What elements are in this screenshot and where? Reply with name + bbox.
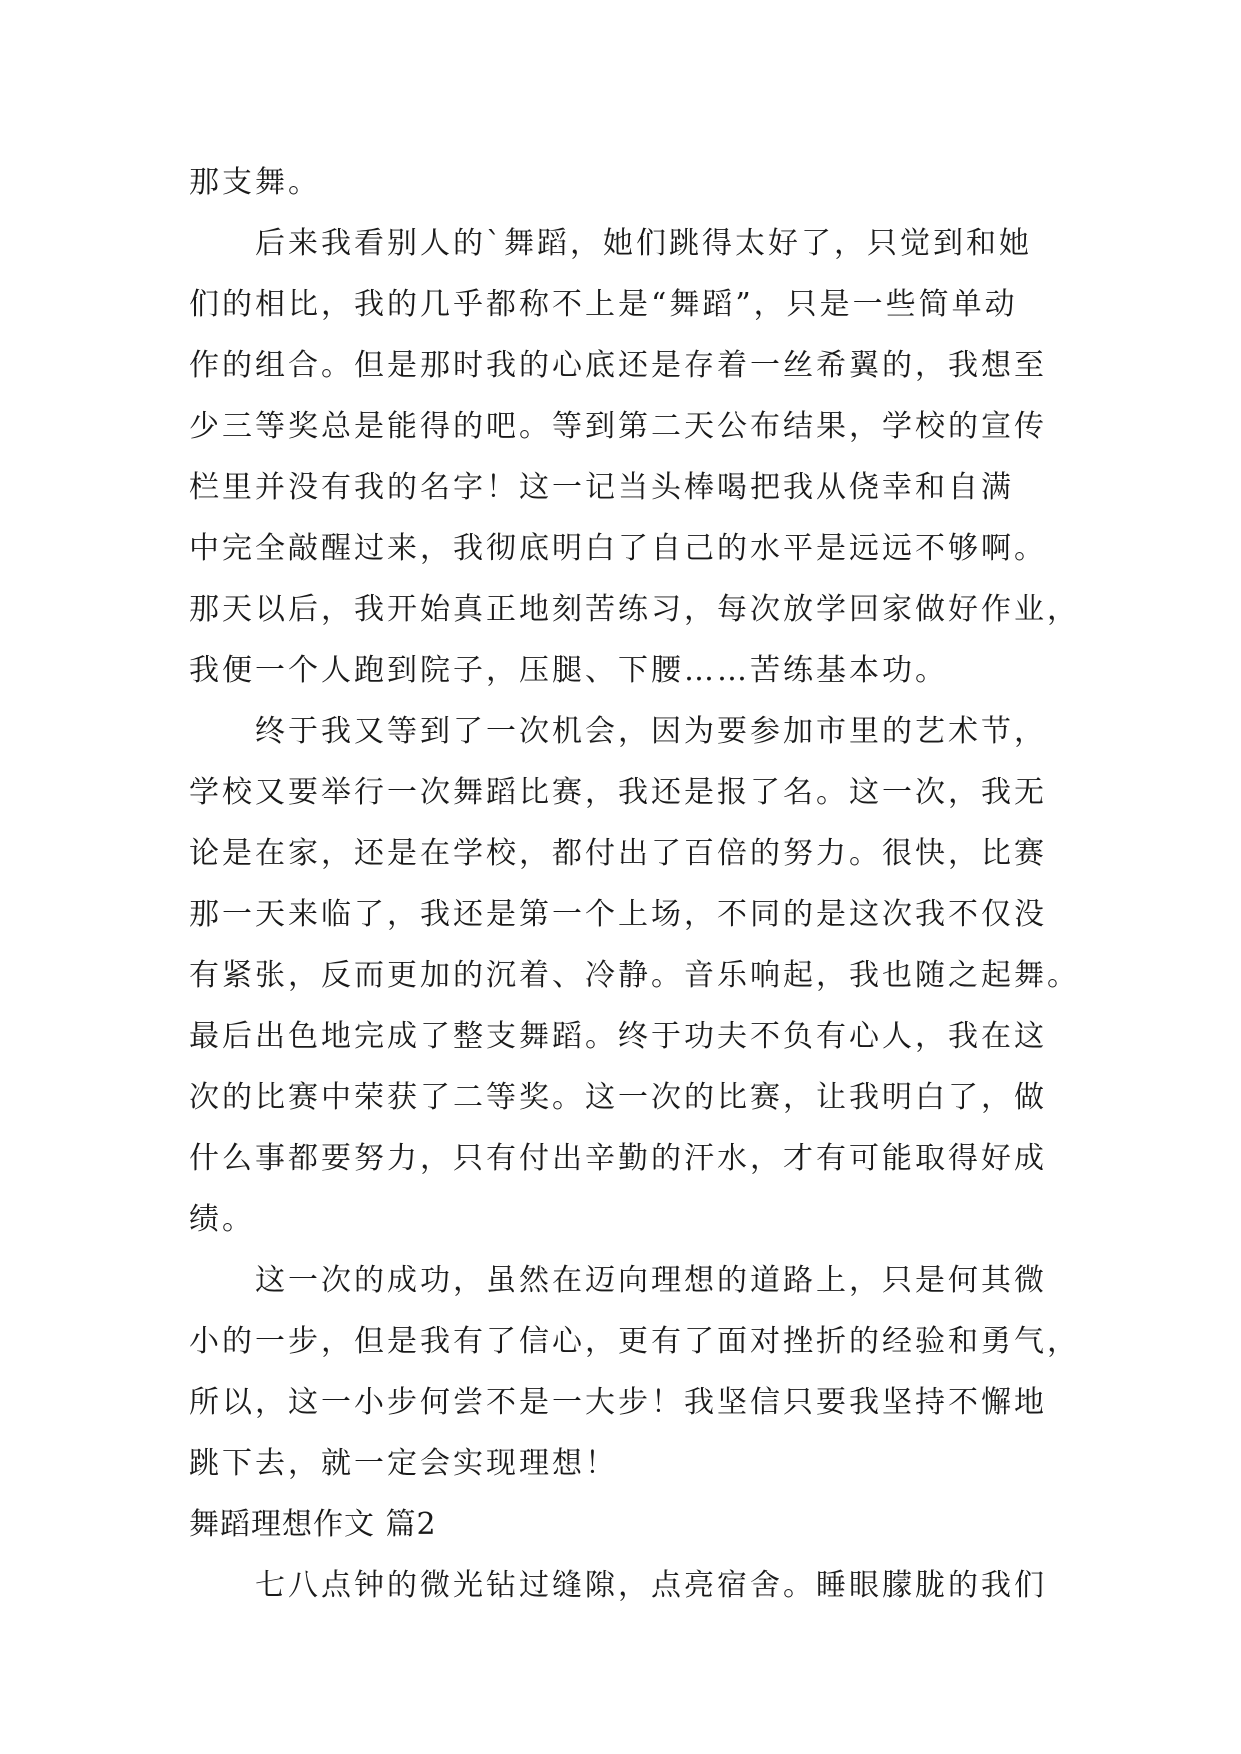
paragraph-start-line: 这一次的成功，虽然在迈向理想的道路上，只是何其微 [189, 1263, 1047, 1298]
paragraph-start-line: 七八点钟的微光钻过缝隙，点亮宿舍。睡眼朦胧的我们 [189, 1568, 1047, 1603]
text-line: 所以，这一小步何尝不是一大步！我坚信只要我坚持不懈地 [189, 1385, 1047, 1420]
text-line: 什么事都要努力，只有付出辛勤的汗水，才有可能取得好成 [189, 1141, 1047, 1176]
text-line: 学校又要举行一次舞蹈比赛，我还是报了名。这一次，我无 [189, 775, 1047, 810]
text-line: 论是在家，还是在学校，都付出了百倍的努力。很快，比赛 [189, 836, 1047, 871]
text-line: 中完全敲醒过来，我彻底明白了自己的水平是远远不够啊。 [189, 531, 1047, 566]
text-line: 少三等奖总是能得的吧。等到第二天公布结果，学校的宣传 [189, 409, 1047, 444]
text-line: 栏里并没有我的名字！这一记当头棒喝把我从侥幸和自满 [189, 470, 1014, 505]
text-line: 跳下去，就一定会实现理想！ [189, 1446, 618, 1481]
text-line: 那支舞。 [189, 165, 321, 200]
text-line: 小的一步，但是我有了信心，更有了面对挫折的经验和勇气， [189, 1324, 1080, 1359]
text-line: 最后出色地完成了整支舞蹈。终于功夫不负有心人，我在这 [189, 1019, 1047, 1054]
text-line: 们的相比，我的几乎都称不上是“舞蹈”，只是一些简单动 [189, 287, 1018, 322]
paragraph-start-line: 终于我又等到了一次机会，因为要参加市里的艺术节， [189, 714, 1047, 749]
text-line: 那天以后，我开始真正地刻苦练习，每次放学回家做好作业， [189, 592, 1080, 627]
text-line: 作的组合。但是那时我的心底还是存着一丝希翼的，我想至 [189, 348, 1047, 383]
paragraph-start-line: 后来我看别人的`舞蹈，她们跳得太好了，只觉到和她 [189, 226, 1032, 261]
text-line: 那一天来临了，我还是第一个上场，不同的是这次我不仅没 [189, 897, 1047, 932]
essay-body [189, 152, 1080, 1616]
text-line: 有紧张，反而更加的沉着、冷静。音乐响起，我也随之起舞。 [189, 958, 1080, 993]
text-line: 次的比赛中荣获了二等奖。这一次的比赛，让我明白了，做 [189, 1080, 1047, 1115]
text-line: 我便一个人跑到院子，压腿、下腰……苦练基本功。 [189, 653, 948, 688]
text-line: 绩。 [189, 1202, 255, 1237]
section-heading: 舞蹈理想作文 篇2 [189, 1507, 437, 1542]
